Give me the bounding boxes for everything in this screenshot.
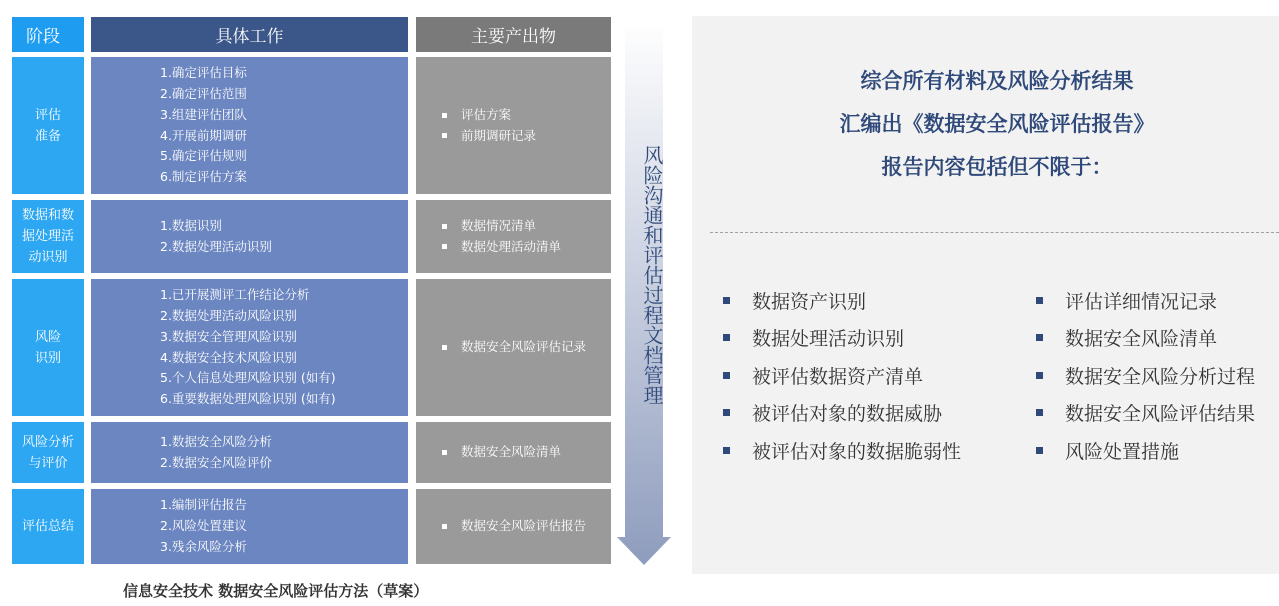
dashed-divider <box>710 232 1279 233</box>
stage-label-line: 风险分析 <box>21 434 74 450</box>
bullet-square-icon <box>723 372 730 379</box>
stage-label-line: 与评价 <box>28 455 68 471</box>
stage-label-line: 识别 <box>34 350 61 366</box>
bullet-square-icon <box>723 409 730 416</box>
stage-cell-summary <box>12 489 84 564</box>
output-item-label: 评估方案 <box>461 106 512 122</box>
work-item: 1.数据安全风险分析 <box>160 433 272 449</box>
list-item <box>723 286 961 314</box>
work-item: 5.个人信息处理风险识别 (如有) <box>160 370 336 386</box>
list-item-label: 评估详细情况记录 <box>1065 290 1218 313</box>
bullet-square-icon <box>1036 409 1043 416</box>
output-cell-risk-analysis <box>416 422 611 483</box>
bullet-square-icon <box>723 297 730 304</box>
list-item <box>723 324 961 352</box>
arrow-label: 风险沟通和评估过程文档管理 <box>640 145 664 405</box>
bullet-square-icon <box>442 133 447 138</box>
list-item-label: 数据安全风险评估结果 <box>1065 403 1256 425</box>
list-item <box>1036 286 1255 314</box>
stage-label-line: 风险 <box>34 329 61 345</box>
list-item <box>1036 436 1255 464</box>
output-item <box>442 337 611 358</box>
list-item-label: 被评估对象的数据脆弱性 <box>752 440 962 463</box>
panel-title-line: 汇编出《数据安全风险评估报告》 <box>839 112 1155 136</box>
output-item <box>442 216 611 237</box>
work-item: 6.重要数据处理风险识别 (如有) <box>160 390 336 406</box>
bullet-square-icon <box>442 113 447 118</box>
work-item: 3.数据安全管理风险识别 <box>160 328 297 344</box>
work-item: 3.残余风险分析 <box>160 538 247 554</box>
work-item: 1.已开展测评工作结论分析 <box>160 287 310 303</box>
bullet-square-icon <box>723 447 730 454</box>
stage-cell-prepare <box>12 57 84 194</box>
list-item-label: 数据资产识别 <box>752 290 867 313</box>
bullet-square-icon <box>442 345 447 350</box>
bullet-square-icon <box>1036 372 1043 379</box>
bullet-square-icon <box>442 224 447 229</box>
work-item: 6.制定评估方案 <box>160 168 247 184</box>
list-item-label: 被评估对象的数据威胁 <box>752 403 943 425</box>
work-cell-summary <box>91 489 408 564</box>
output-item-label: 数据情况清单 <box>461 217 537 233</box>
list-item <box>1036 324 1255 352</box>
work-item: 2.确定评估范围 <box>160 86 247 102</box>
bullet-square-icon <box>1036 447 1043 454</box>
bullet-square-icon <box>442 450 447 455</box>
output-item-label: 前期调研记录 <box>461 127 537 143</box>
work-item: 1.确定评估目标 <box>160 65 247 81</box>
bullet-square-icon <box>1036 334 1043 341</box>
list-item-label: 被评估数据资产清单 <box>752 365 924 388</box>
work-cell-prepare <box>91 57 408 194</box>
output-cell-prepare <box>416 57 611 194</box>
output-cell-identify-data <box>416 200 611 273</box>
work-item: 5.确定评估规则 <box>160 148 247 164</box>
work-cell-identify-data <box>91 200 408 273</box>
panel-title-line: 综合所有材料及风险分析结果 <box>860 69 1134 93</box>
list-item-label: 风险处置措施 <box>1065 440 1180 463</box>
stage-cell-identify-data <box>12 200 84 273</box>
work-item: 4.开展前期调研 <box>160 127 247 143</box>
stage-cell-risk-identify <box>12 279 84 416</box>
list-item-label: 数据安全风险分析过程 <box>1065 365 1256 388</box>
output-item <box>442 516 611 537</box>
work-item: 3.组建评估团队 <box>160 106 247 122</box>
report-contents-list-right <box>1036 286 1255 464</box>
stage-label-line: 评估总结 <box>21 519 74 534</box>
list-item <box>723 399 961 427</box>
work-item: 4.数据安全技术风险识别 <box>160 349 297 365</box>
bullet-square-icon <box>723 334 730 341</box>
stage-label-line: 准备 <box>34 128 61 144</box>
list-item-label: 数据安全风险清单 <box>1065 328 1218 350</box>
work-cell-risk-analysis <box>91 422 408 483</box>
header-output: 主要产出物 <box>416 17 611 52</box>
panel-title-line: 报告内容包括但不限于： <box>881 155 1113 179</box>
list-item <box>723 361 961 389</box>
output-item <box>442 126 611 147</box>
stage-label-line: 评估 <box>34 107 61 123</box>
bullet-square-icon <box>442 524 447 529</box>
list-item-label: 数据处理活动识别 <box>752 328 905 350</box>
report-contents-list-left <box>723 286 961 464</box>
output-item <box>442 442 611 463</box>
work-item: 2.数据处理活动识别 <box>160 238 272 254</box>
bullet-square-icon <box>1036 297 1043 304</box>
work-cell-risk-identify <box>91 279 408 416</box>
work-item: 2.数据处理活动风险识别 <box>160 308 297 324</box>
output-item <box>442 237 611 258</box>
output-item <box>442 105 611 126</box>
stage-cell-risk-analysis <box>12 422 84 483</box>
list-item <box>1036 361 1255 389</box>
output-cell-risk-identify <box>416 279 611 416</box>
list-item <box>1036 399 1255 427</box>
output-item-label: 数据处理活动清单 <box>461 238 562 254</box>
list-item <box>723 436 961 464</box>
work-item: 2.风险处置建议 <box>160 518 247 534</box>
work-item: 1.数据识别 <box>160 217 222 233</box>
output-item-label: 数据安全风险评估记录 <box>461 339 587 355</box>
output-item-label: 数据安全风险清单 <box>461 444 562 460</box>
stage-label-line: 数据和数 <box>21 208 74 223</box>
header-work: 具体工作 <box>91 17 408 52</box>
stage-label-line: 动识别 <box>28 250 68 265</box>
header-stage: 阶段 <box>12 17 84 52</box>
work-item: 1.编制评估报告 <box>160 497 247 513</box>
source-caption: 信息安全技术 数据安全风险评估方法（草案） <box>123 582 429 600</box>
output-cell-summary <box>416 489 611 564</box>
bullet-square-icon <box>442 244 447 249</box>
output-item-label: 数据安全风险评估报告 <box>461 518 587 534</box>
work-item: 2.数据安全风险评价 <box>160 454 272 470</box>
stage-label-line: 据处理活 <box>21 229 74 244</box>
